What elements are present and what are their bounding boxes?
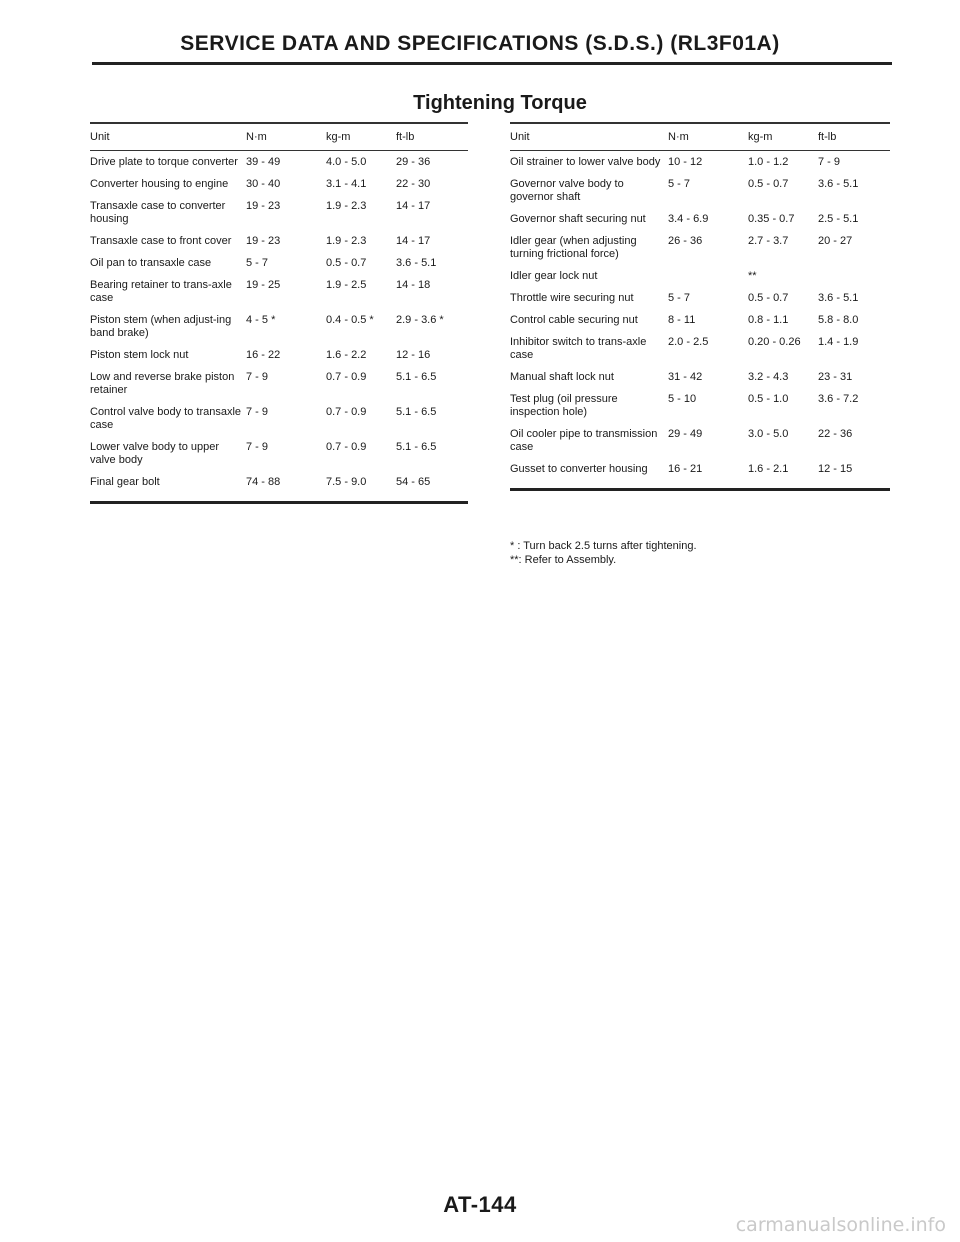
value-nm: 5 - 7 [668, 292, 691, 304]
page-number: AT-144 [443, 1192, 517, 1217]
value-ftlb: 14 - 18 [396, 279, 431, 291]
value-ftlb: 20 - 27 [818, 235, 853, 247]
table-row [90, 173, 468, 195]
value-kgm: 1.9 - 2.3 [326, 235, 367, 247]
value-nm: 7 - 9 [246, 406, 269, 418]
table-row [510, 388, 890, 423]
row-description: Converter housing to engine [90, 178, 229, 190]
value-ftlb: 7 - 9 [818, 156, 841, 168]
value-ftlb: 29 - 36 [396, 156, 431, 168]
value-ftlb: 5.1 - 6.5 [396, 371, 437, 383]
value-kgm: 2.7 - 3.7 [748, 235, 789, 247]
footnotes [510, 539, 697, 567]
value-kgm: 3.0 - 5.0 [748, 428, 789, 440]
row-description: Drive plate to torque converter [90, 156, 238, 168]
page-header-title: SERVICE DATA AND SPECIFICATIONS (S.D.S.) (RL3F01A) [180, 32, 780, 55]
table-row [90, 344, 468, 366]
value-nm: 3.4 - 6.9 [668, 213, 709, 225]
value-ftlb: 23 - 31 [818, 371, 853, 383]
row-description: Idler gear (when adjusting turning frictional force) [510, 235, 637, 260]
row-description: Piston stem (when adjust-ing band brake) [90, 314, 232, 339]
table-row [510, 265, 890, 287]
column-header-ftlb: ft-lb [818, 123, 890, 151]
value-kgm: 1.9 - 2.5 [326, 279, 367, 291]
row-description: Bearing retainer to trans-axle case [90, 279, 232, 304]
table-row [510, 366, 890, 388]
value-kgm: 0.5 - 0.7 [326, 257, 367, 269]
column-header-unit: Unit [90, 123, 246, 151]
table-row [510, 423, 890, 458]
value-kgm: ** [748, 270, 757, 282]
table-row [510, 287, 890, 309]
column-header-nm: N·m [668, 123, 748, 151]
value-ftlb: 5.8 - 8.0 [818, 314, 859, 326]
row-description: Idler gear lock nut [510, 270, 598, 282]
value-kgm: 4.0 - 5.0 [326, 156, 367, 168]
value-ftlb: 14 - 17 [396, 200, 431, 212]
table-bottom-rule [510, 480, 890, 490]
row-description: Control valve body to transaxle case [90, 406, 242, 431]
value-nm: 39 - 49 [246, 156, 281, 168]
row-description: Throttle wire securing nut [510, 292, 634, 304]
value-ftlb: 3.6 - 5.1 [396, 257, 437, 269]
value-nm [668, 265, 748, 287]
value-nm: 31 - 42 [668, 371, 703, 383]
row-description: Gusset to converter housing [510, 463, 648, 475]
value-nm: 5 - 7 [668, 178, 691, 190]
table-row [90, 151, 468, 174]
value-ftlb: 22 - 36 [818, 428, 853, 440]
row-description: Transaxle case to front cover [90, 235, 232, 247]
value-nm: 19 - 23 [246, 235, 281, 247]
value-nm: 5 - 10 [668, 393, 697, 405]
value-ftlb: 22 - 30 [396, 178, 431, 190]
row-description: Oil strainer to lower valve body [510, 156, 661, 168]
table-row [90, 252, 468, 274]
column-header-kgm: kg-m [748, 123, 818, 151]
value-kgm: 0.4 - 0.5 * [326, 314, 374, 326]
value-nm: 16 - 21 [668, 463, 703, 475]
value-nm: 4 - 5 * [246, 314, 276, 326]
value-ftlb: 54 - 65 [396, 476, 431, 488]
row-description: Piston stem lock nut [90, 349, 189, 361]
value-kgm: 0.5 - 1.0 [748, 393, 789, 405]
row-description: Lower valve body to upper valve body [90, 441, 220, 466]
value-ftlb: 3.6 - 5.1 [818, 292, 859, 304]
value-nm: 29 - 49 [668, 428, 703, 440]
row-description: Governor valve body to governor shaft [510, 178, 624, 203]
row-description: Final gear bolt [90, 476, 160, 488]
table-row [90, 274, 468, 309]
value-nm: 2.0 - 2.5 [668, 336, 709, 348]
section-title: Tightening Torque [413, 92, 587, 114]
table-row [90, 230, 468, 252]
value-nm: 74 - 88 [246, 476, 281, 488]
value-kgm: 1.6 - 2.2 [326, 349, 367, 361]
value-nm: 10 - 12 [668, 156, 703, 168]
value-ftlb: 3.6 - 7.2 [818, 393, 859, 405]
value-kgm: 0.20 - 0.26 [748, 336, 801, 348]
value-kgm: 3.1 - 4.1 [326, 178, 367, 190]
footnote: * : Turn back 2.5 turns after tightening. [510, 540, 697, 552]
value-ftlb: 12 - 16 [396, 349, 431, 361]
watermark: carmanualsonline.info [735, 1214, 946, 1236]
value-ftlb: 12 - 15 [818, 463, 853, 475]
table-row [510, 309, 890, 331]
table-row [510, 151, 890, 174]
value-nm: 19 - 25 [246, 279, 281, 291]
value-ftlb: 2.5 - 5.1 [818, 213, 859, 225]
value-nm: 16 - 22 [246, 349, 281, 361]
value-ftlb: 3.6 - 5.1 [818, 178, 859, 190]
value-kgm: 0.7 - 0.9 [326, 441, 367, 453]
row-description: Governor shaft securing nut [510, 213, 646, 225]
column-header-unit: Unit [510, 123, 668, 151]
table-row [90, 309, 468, 344]
table-header-row [90, 123, 468, 151]
table-row [90, 401, 468, 436]
value-ftlb [818, 265, 890, 287]
row-description: Oil cooler pipe to transmission case [510, 428, 658, 453]
row-description: Low and reverse brake piston retainer [90, 371, 235, 396]
value-nm: 26 - 36 [668, 235, 703, 247]
row-description: Test plug (oil pressure inspection hole) [510, 393, 618, 418]
table-row [510, 208, 890, 230]
header-rule [92, 62, 892, 65]
table-row [90, 471, 468, 493]
value-ftlb: 1.4 - 1.9 [818, 336, 859, 348]
value-kgm: 0.8 - 1.1 [748, 314, 789, 326]
footnote: **: Refer to Assembly. [510, 554, 617, 566]
value-kgm: 0.7 - 0.9 [326, 406, 367, 418]
value-ftlb: 5.1 - 6.5 [396, 406, 437, 418]
value-kgm: 1.0 - 1.2 [748, 156, 789, 168]
table-row [510, 331, 890, 366]
value-ftlb: 14 - 17 [396, 235, 431, 247]
table-row [510, 458, 890, 480]
value-nm: 7 - 9 [246, 441, 269, 453]
value-kgm: 0.5 - 0.7 [748, 178, 789, 190]
value-ftlb: 5.1 - 6.5 [396, 441, 437, 453]
table-bottom-rule [90, 493, 468, 503]
value-nm: 30 - 40 [246, 178, 281, 190]
column-header-ftlb: ft-lb [396, 123, 468, 151]
row-description: Control cable securing nut [510, 314, 638, 326]
table-header-row [510, 123, 890, 151]
row-description: Oil pan to transaxle case [90, 257, 212, 269]
value-kgm: 3.2 - 4.3 [748, 371, 789, 383]
table-row [510, 230, 890, 265]
torque-table-right [510, 122, 890, 491]
torque-table-left [90, 122, 468, 504]
value-kgm: 1.6 - 2.1 [748, 463, 789, 475]
row-description: Inhibitor switch to trans-axle case [510, 336, 647, 361]
row-description: Transaxle case to converter housing [90, 200, 226, 225]
value-kgm: 0.7 - 0.9 [326, 371, 367, 383]
table-row [510, 173, 890, 208]
value-nm: 8 - 11 [668, 314, 696, 326]
value-kgm: 0.5 - 0.7 [748, 292, 789, 304]
table-row [90, 436, 468, 471]
table-row [90, 195, 468, 230]
value-kgm: 7.5 - 9.0 [326, 476, 367, 488]
value-nm: 19 - 23 [246, 200, 281, 212]
value-nm: 5 - 7 [246, 257, 269, 269]
table-row [90, 366, 468, 401]
column-header-nm: N·m [246, 123, 326, 151]
value-ftlb: 2.9 - 3.6 * [396, 314, 444, 326]
row-description: Manual shaft lock nut [510, 371, 614, 383]
value-kgm: 1.9 - 2.3 [326, 200, 367, 212]
value-nm: 7 - 9 [246, 371, 269, 383]
value-kgm: 0.35 - 0.7 [748, 213, 795, 225]
column-header-kgm: kg-m [326, 123, 396, 151]
